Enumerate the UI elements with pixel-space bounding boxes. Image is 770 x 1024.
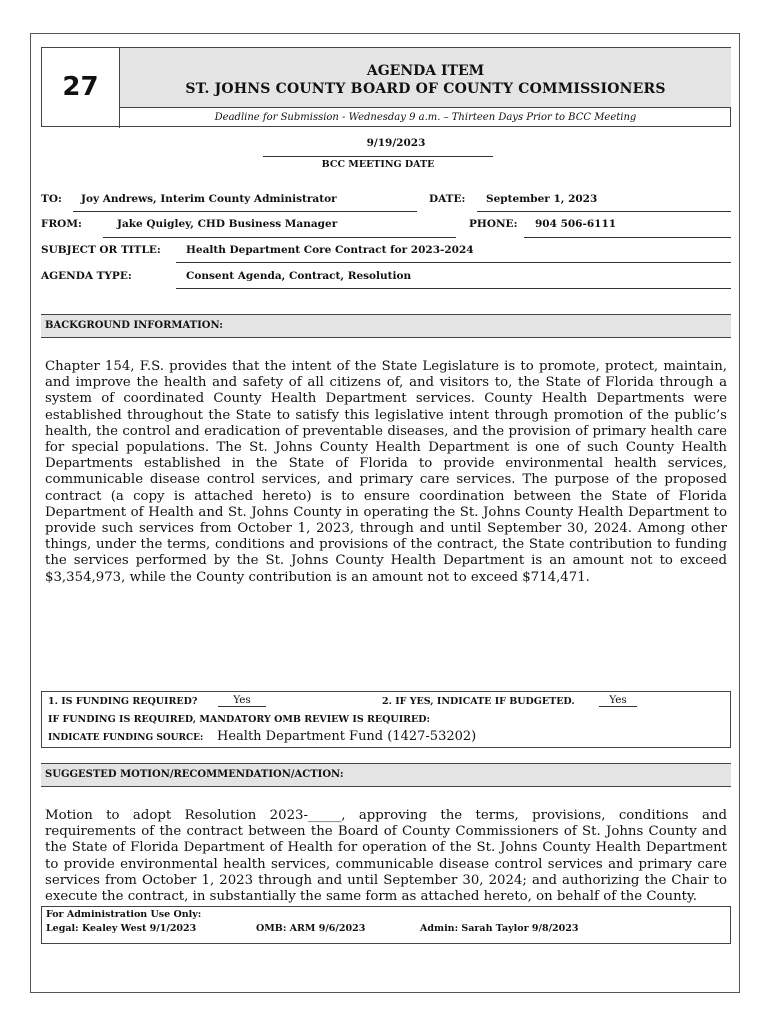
omb-review-note: IF FUNDING IS REQUIRED, MANDATORY OMB REVIEW IS REQUIRED: bbox=[48, 714, 431, 725]
agenda-item-form bbox=[30, 33, 740, 993]
subject-value: Health Department Core Contract for 2023-2024 bbox=[186, 244, 474, 256]
bcc-meeting-date-value: 9/19/2023 bbox=[366, 137, 426, 149]
legal-signoff: Legal: Kealey West 9/1/2023 bbox=[46, 923, 197, 934]
date-rule bbox=[477, 211, 731, 212]
funding-required-label: 1. IS FUNDING REQUIRED? bbox=[48, 696, 198, 707]
header-title-line2: ST. JOHNS COUNTY BOARD OF COUNTY COMMISSIONERS bbox=[185, 81, 666, 97]
motion-heading: SUGGESTED MOTION/RECOMMENDATION/ACTION: bbox=[41, 763, 731, 787]
to-value: Joy Andrews, Interim County Administrator bbox=[81, 193, 337, 205]
motion-text: Motion to adopt Resolution 2023-_____, approving the terms, provisions, conditions and requirements of the contract between the Board of County Commissioners of St. Johns County and the State of Florida Department of Health for operation of the St. Johns County Health Department to provide environmental health services, communicable disease control services and primary care services from October 1, 2023 through and until September 30, 2024; and authorizing the Chair to execute the contract, in substantially the same form as attached hereto, on behalf of the County. bbox=[45, 808, 727, 905]
omb-signoff: OMB: ARM 9/6/2023 bbox=[256, 923, 366, 934]
header-box bbox=[41, 47, 731, 127]
phone-rule bbox=[524, 237, 731, 238]
to-label: TO: bbox=[41, 193, 62, 205]
agenda-type-value: Consent Agenda, Contract, Resolution bbox=[186, 270, 412, 282]
funding-box bbox=[41, 691, 731, 748]
background-text: Chapter 154, F.S. provides that the intent of the State Legislature is to promote, protect, maintain, and improve the health and safety of all citizens of, and visitors to, the State of Florida through a system of coordinated County Health Department services. County Health Departments were established throughout the State to satisfy this legislative intent through promotion of the public’s health, the control and eradication of preventable diseases, and the provision of primary health care for special populations. The St. Johns County Health Department is one of such County Health Departments established in the State of Florida to provide environmental health services, communicable disease control services, and primary care services. The purpose of the proposed contract (a copy is attached hereto) is to ensure coordination between the State of Florida Department of Health and St. Johns County in operating the St. Johns County Health Department to provide such services from October 1, 2023, through and until September 30, 2024. Among other things, under the terms, conditions and provisions of the contract, the State contribution to funding the services performed by the St. Johns County Health Department is an amount not to exceed $3,354,973, while the County contribution is an amount not to exceed $714,471. bbox=[45, 359, 727, 585]
admin-use-box bbox=[41, 906, 731, 944]
date-label: DATE: bbox=[429, 193, 466, 205]
budgeted-label: 2. IF YES, INDICATE IF BUDGETED. bbox=[382, 696, 575, 707]
header-title-block bbox=[120, 48, 731, 108]
bcc-meeting-date-label: BCC MEETING DATE bbox=[321, 159, 435, 170]
submission-deadline: Deadline for Submission - Wednesday 9 a.m. – Thirteen Days Prior to BCC Meeting bbox=[214, 112, 637, 123]
header-title-line1: AGENDA ITEM bbox=[366, 63, 485, 79]
background-heading: BACKGROUND INFORMATION: bbox=[41, 314, 731, 338]
subject-label: SUBJECT OR TITLE: bbox=[41, 244, 161, 256]
from-value: Jake Quigley, CHD Business Manager bbox=[117, 218, 338, 230]
subject-rule bbox=[176, 262, 731, 263]
funding-source-value: Health Department Fund (1427-53202) bbox=[217, 729, 477, 744]
phone-label: PHONE: bbox=[469, 218, 518, 230]
funding-source-label: INDICATE FUNDING SOURCE: bbox=[48, 733, 204, 743]
date-value: September 1, 2023 bbox=[486, 193, 598, 205]
agenda-type-rule bbox=[176, 288, 731, 289]
admin-use-heading: For Administration Use Only: bbox=[46, 909, 202, 920]
agenda-item-number: 27 bbox=[42, 48, 120, 128]
agenda-type-label: AGENDA TYPE: bbox=[41, 270, 132, 282]
budgeted-value: Yes bbox=[599, 694, 637, 707]
admin-signoff: Admin: Sarah Taylor 9/8/2023 bbox=[420, 923, 579, 934]
phone-value: 904 506-6111 bbox=[535, 218, 617, 230]
from-label: FROM: bbox=[41, 218, 82, 230]
meeting-date-rule bbox=[263, 156, 493, 157]
funding-required-value: Yes bbox=[218, 694, 266, 707]
from-rule bbox=[103, 237, 456, 238]
to-rule bbox=[73, 211, 417, 212]
